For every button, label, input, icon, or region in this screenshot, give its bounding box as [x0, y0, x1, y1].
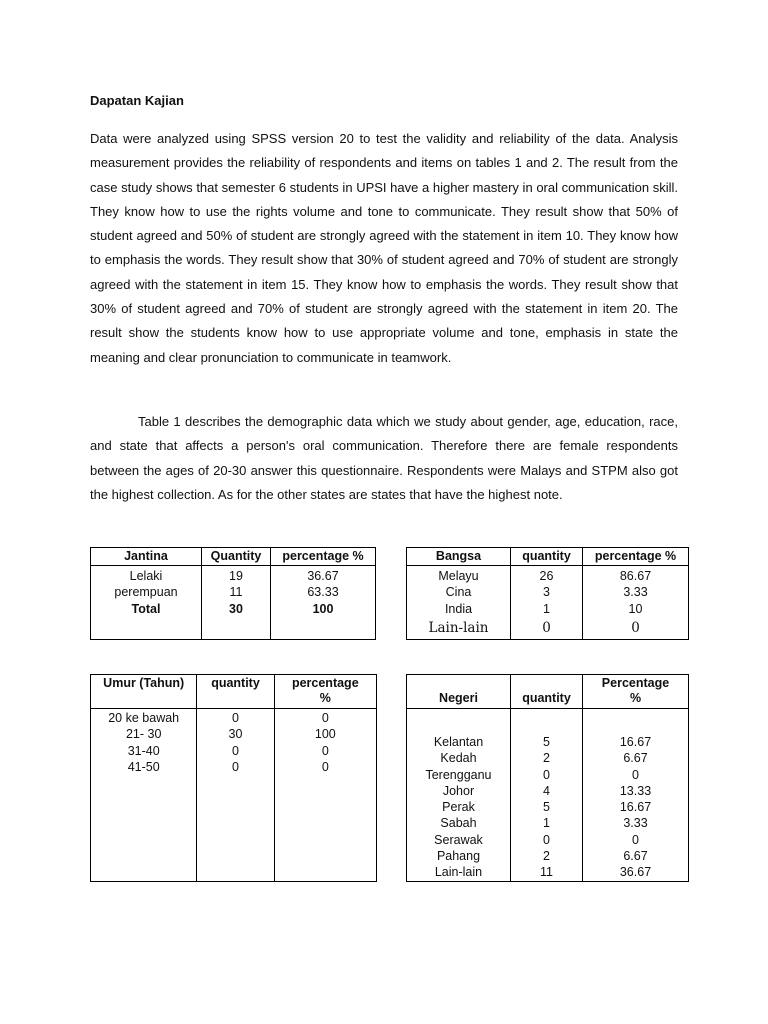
column-bangsa	[407, 566, 511, 640]
cell-quantity: 11	[540, 865, 553, 880]
column-percentage	[274, 709, 376, 882]
cell-quantity: 1	[543, 816, 550, 831]
cell-quantity: 11	[229, 585, 243, 600]
header-quantity: Quantity	[202, 548, 271, 566]
header-negeri: Negeri	[407, 675, 511, 709]
header-quantity: quantity	[511, 675, 583, 709]
cell-quantity: 3	[543, 585, 550, 600]
cell-total-percentage: 100	[312, 601, 334, 616]
cell-quantity: 0	[543, 767, 550, 782]
header-percentage: percentage %	[271, 548, 376, 566]
column-percentage	[583, 709, 689, 882]
column-quantity	[511, 566, 583, 640]
cell-quantity: 0	[232, 711, 239, 725]
table-umur	[90, 674, 377, 882]
table-jantina	[90, 547, 378, 640]
cell-quantity: 5	[543, 735, 550, 749]
cell-state: Perak	[442, 800, 475, 815]
column-quantity	[202, 566, 271, 640]
header-jantina: Jantina	[91, 548, 202, 566]
header-percentage: percentage %	[274, 675, 376, 709]
cell-quantity: 4	[543, 783, 550, 798]
cell-quantity: 5	[543, 800, 550, 815]
cell-percentage: 0	[321, 711, 329, 725]
cell-quantity: 2	[543, 849, 550, 864]
header-umur: Umur (Tahun)	[91, 675, 197, 709]
cell-percentage: 100	[314, 727, 336, 742]
cell-percentage: 36.67	[307, 569, 339, 583]
column-jantina	[91, 566, 202, 640]
cell-quantity: 0	[232, 743, 239, 758]
cell-quantity: 0	[232, 759, 239, 774]
cell-race: Melayu	[438, 569, 479, 583]
cell-state: Kedah	[440, 751, 477, 766]
cell-state: Sabah	[440, 816, 477, 831]
cell-percentage: 0	[321, 759, 329, 774]
header-quantity: quantity	[197, 675, 274, 709]
cell-age: 21- 30	[125, 727, 162, 742]
cell-age: 20 ke bawah	[108, 711, 180, 725]
section-heading: Dapatan Kajian	[90, 93, 184, 108]
cell-percentage: 63.33	[307, 585, 339, 600]
cell-percentage: 0	[631, 619, 640, 636]
cell-quantity: 1	[543, 601, 550, 616]
column-negeri	[407, 709, 511, 882]
table-negeri	[406, 674, 689, 882]
cell-age: 41-50	[127, 759, 160, 774]
cell-percentage: 6.67	[623, 849, 648, 864]
cell-quantity: 30	[228, 727, 243, 742]
cell-quantity: 0	[543, 832, 550, 847]
cell-state: Serawak	[434, 832, 483, 847]
cell-percentage: 0	[632, 767, 639, 782]
cell-quantity: 2	[543, 751, 550, 766]
cell-percentage: 16.67	[619, 800, 652, 815]
cell-quantity: 26	[539, 569, 554, 583]
cell-percentage: 0	[321, 743, 329, 758]
column-umur	[91, 709, 197, 882]
cell-gender: Lelaki	[129, 569, 163, 583]
cell-state: Johor	[442, 783, 475, 798]
paragraph-demographics: Table 1 describes the demographic data which we study about gender, age, education, race, and state that affects a person's oral communication. Therefore there are female respondents between the ages of 20-30 answer this questionnaire. Respondents were Malays and STPM also got the highest collection. As for the other states are states that have the highest note.	[90, 414, 678, 502]
cell-state: Lain-lain	[434, 865, 483, 880]
header-percentage: Percentage %	[583, 675, 689, 709]
column-quantity	[197, 709, 274, 882]
cell-total-label: Total	[131, 601, 161, 616]
cell-percentage: 16.67	[619, 735, 652, 749]
cell-race: India	[444, 601, 473, 616]
cell-state: Terengganu	[425, 767, 492, 782]
cell-percentage: 3.33	[623, 816, 648, 831]
cell-state: Pahang	[436, 849, 481, 864]
cell-percentage: 36.67	[619, 865, 652, 880]
cell-state: Kelantan	[433, 735, 484, 749]
cell-race: Lain-lain	[428, 619, 489, 636]
header-percentage: percentage %	[583, 548, 689, 566]
cell-percentage: 6.67	[623, 751, 648, 766]
cell-percentage: 0	[632, 832, 639, 847]
cell-age: 31-40	[127, 743, 160, 758]
cell-race: Cina	[445, 585, 472, 600]
cell-total-quantity: 30	[229, 601, 243, 616]
column-percentage	[583, 566, 689, 640]
cell-percentage: 13.33	[619, 783, 652, 798]
cell-percentage: 3.33	[623, 585, 648, 600]
cell-gender: perempuan	[114, 585, 178, 600]
header-bangsa: Bangsa	[407, 548, 511, 566]
cell-quantity: 19	[229, 569, 243, 583]
cell-percentage: 86.67	[619, 569, 652, 583]
table-bangsa	[406, 547, 689, 640]
column-percentage	[271, 566, 376, 640]
cell-percentage: 10	[628, 601, 643, 616]
cell-quantity: 0	[542, 619, 551, 636]
column-quantity	[511, 709, 583, 882]
paragraph-analysis: Data were analyzed using SPSS version 20 to test the validity and reliability of the data. Analysis measurement provides the reliability of respondents and items on tables 1 and 2. The result from the case study shows that semester 6 students in UPSI have a higher mastery in oral communication skill. They know how to use the rights volume and tone to communicate. They result show that 50% of student agreed and 50% of student are strongly agreed with the statement in item 10. They know how to emphasis the words. They result show that 30% of student agreed and 70% of student are strongly agreed with the statement in item 15. They know how to emphasis the words. They result show that 30% of student agreed and 70% of student are strongly agreed with the statement in item 20. The result show the students know how to use appropriate volume and tone, emphasis in state the meaning and clear pronunciation to communicate in teamwork.	[90, 131, 678, 365]
header-quantity: quantity	[511, 548, 583, 566]
